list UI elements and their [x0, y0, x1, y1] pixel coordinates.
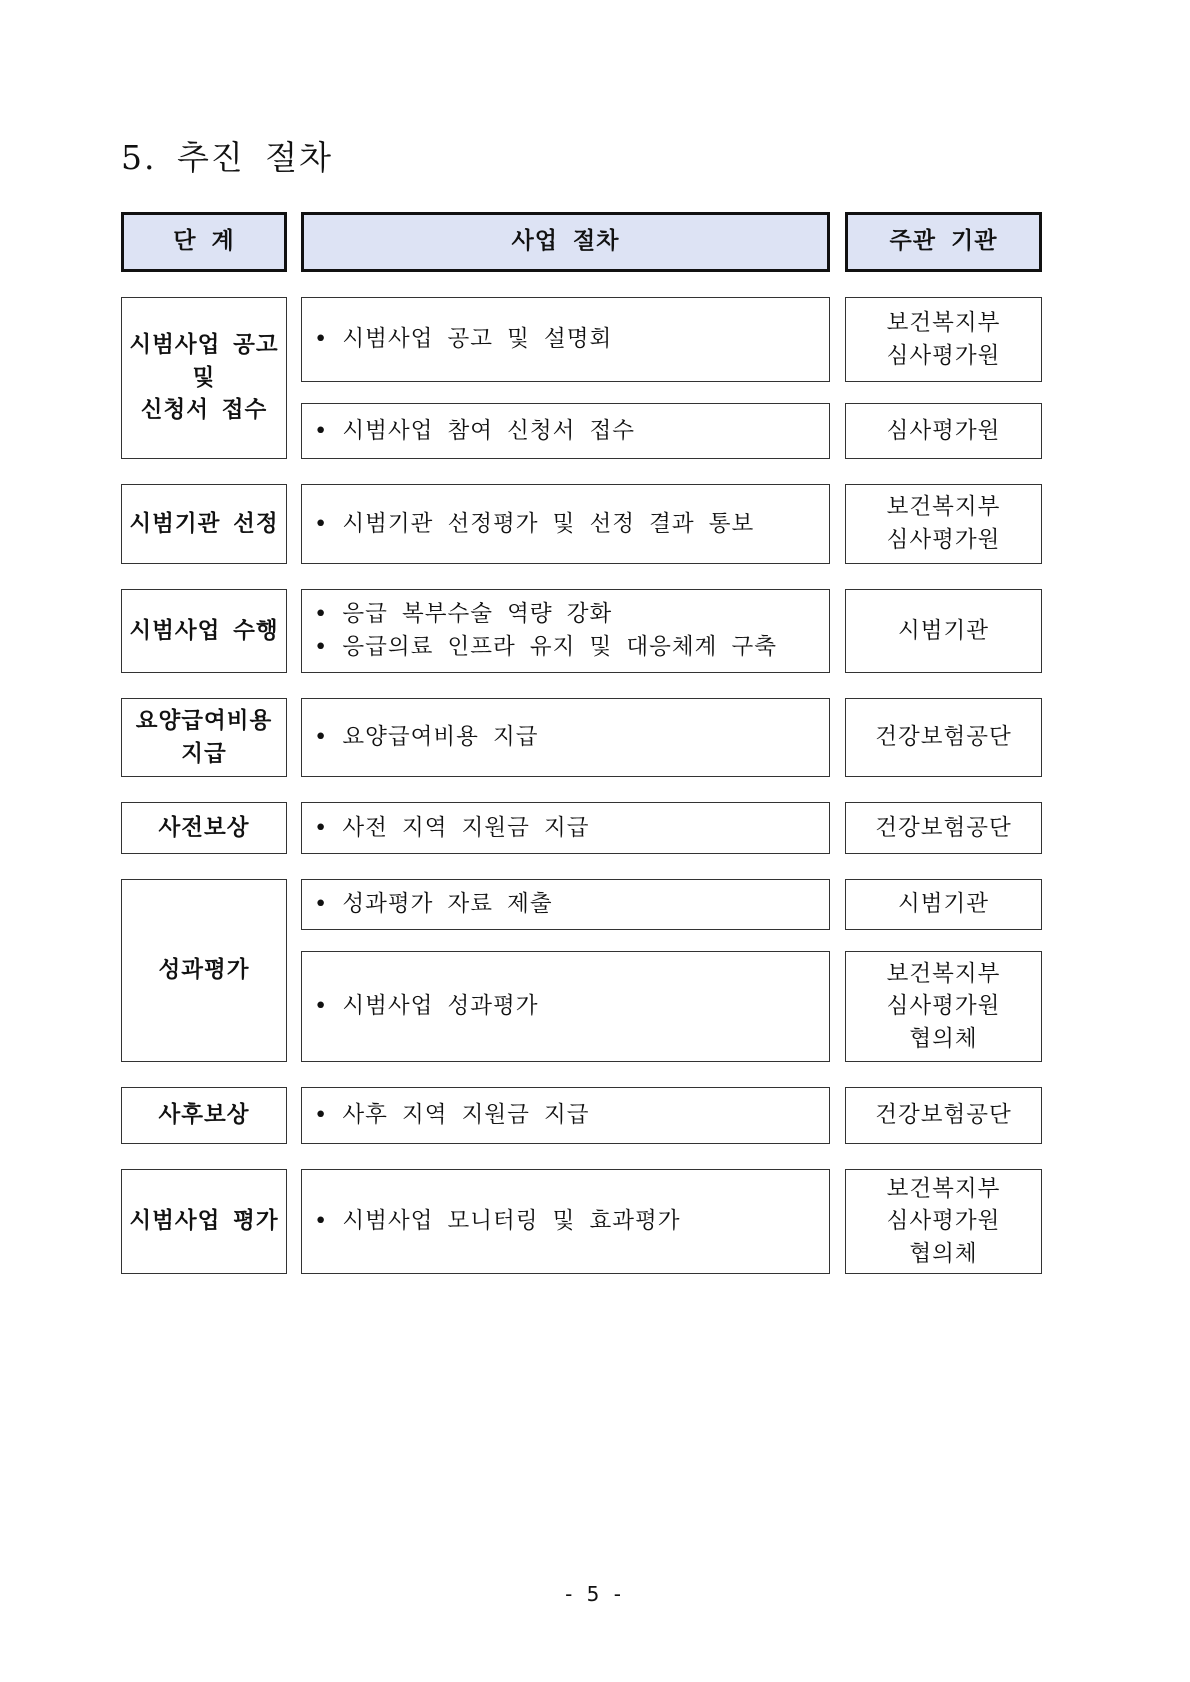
org-cell	[845, 1169, 1042, 1274]
org-cell	[845, 951, 1042, 1062]
stage-label: 시범사업 수행	[129, 617, 279, 644]
procedure-cell	[301, 1169, 830, 1274]
procedure-cell	[301, 802, 830, 854]
procedure-line: • 사전 지역 지원금 지급	[314, 814, 590, 841]
page-title: 5. 추진 절차	[121, 138, 333, 177]
org-cell	[845, 484, 1042, 564]
org-cell	[845, 802, 1042, 854]
org-line: 협의체	[909, 1240, 978, 1267]
org-line: 보건복지부	[886, 309, 1001, 336]
procedure-line: • 시범사업 성과평가	[314, 993, 539, 1020]
stage-label: 시범사업 평가	[129, 1208, 279, 1235]
org-line: 보건복지부	[886, 960, 1001, 987]
procedure-line: • 응급의료 인프라 유지 및 대응체계 구축	[314, 634, 777, 660]
procedure-line: • 응급 복부수술 역량 강화	[314, 601, 613, 628]
stage-cell	[121, 698, 287, 777]
header-procedure: 사업 절차	[301, 212, 830, 272]
procedure-line: • 시범사업 공고 및 설명회	[314, 326, 613, 353]
org-line: 시범기관	[898, 891, 989, 918]
procedure-cell	[301, 951, 830, 1062]
stage-cell	[121, 879, 287, 1062]
org-cell	[845, 698, 1042, 777]
procedure-line: • 사후 지역 지원금 지급	[314, 1102, 590, 1129]
procedure-cell	[301, 297, 830, 382]
stage-label: 사후보상	[158, 1102, 250, 1129]
stage-cell	[121, 484, 287, 564]
stage-label: 사전보상	[158, 814, 250, 841]
stage-cell	[121, 1087, 287, 1144]
stage-label: 성과평가	[158, 957, 250, 984]
procedure-line: • 요양급여비용 지급	[314, 724, 539, 751]
org-line: 건강보험공단	[875, 814, 1012, 841]
stage-cell	[121, 802, 287, 854]
procedure-cell	[301, 403, 830, 459]
procedure-line: • 시범사업 모니터링 및 효과평가	[314, 1208, 681, 1235]
stage-cell	[121, 1169, 287, 1274]
org-cell	[845, 589, 1042, 673]
org-line: 심사평가원	[886, 417, 1001, 444]
org-line: 심사평가원	[886, 993, 1001, 1020]
stage-cell	[121, 297, 287, 459]
header-stage: 단 계	[121, 212, 287, 272]
procedure-cell	[301, 589, 830, 673]
org-line: 협의체	[909, 1025, 978, 1052]
org-line: 심사평가원	[886, 527, 1001, 553]
stage-label: 요양급여비용 지급	[135, 707, 273, 767]
procedure-cell	[301, 484, 830, 564]
page-number: - 5 -	[565, 1582, 625, 1606]
org-line: 건강보험공단	[875, 724, 1012, 751]
stage-label: 시범사업 공고 및 신청서 접수	[129, 332, 279, 424]
procedure-cell	[301, 698, 830, 777]
stage-label: 시범기관 선정	[129, 510, 279, 537]
stage-cell	[121, 589, 287, 673]
org-line: 보건복지부	[886, 494, 1001, 521]
org-line: 심사평가원	[886, 1208, 1001, 1235]
org-line: 보건복지부	[886, 1175, 1001, 1202]
org-cell	[845, 297, 1042, 382]
org-line: 건강보험공단	[875, 1102, 1012, 1129]
procedure-cell	[301, 879, 830, 930]
procedure-line: • 성과평가 자료 제출	[314, 891, 553, 918]
org-cell	[845, 879, 1042, 930]
procedure-line: • 시범사업 참여 신청서 접수	[314, 417, 635, 444]
org-cell	[845, 403, 1042, 459]
org-line: 심사평가원	[886, 342, 1001, 369]
org-cell	[845, 1087, 1042, 1144]
procedure-cell	[301, 1087, 830, 1144]
org-line: 시범기관	[898, 617, 989, 644]
header-org: 주관 기관	[845, 212, 1042, 272]
procedure-line: • 시범기관 선정평가 및 선정 결과 통보	[314, 510, 755, 537]
